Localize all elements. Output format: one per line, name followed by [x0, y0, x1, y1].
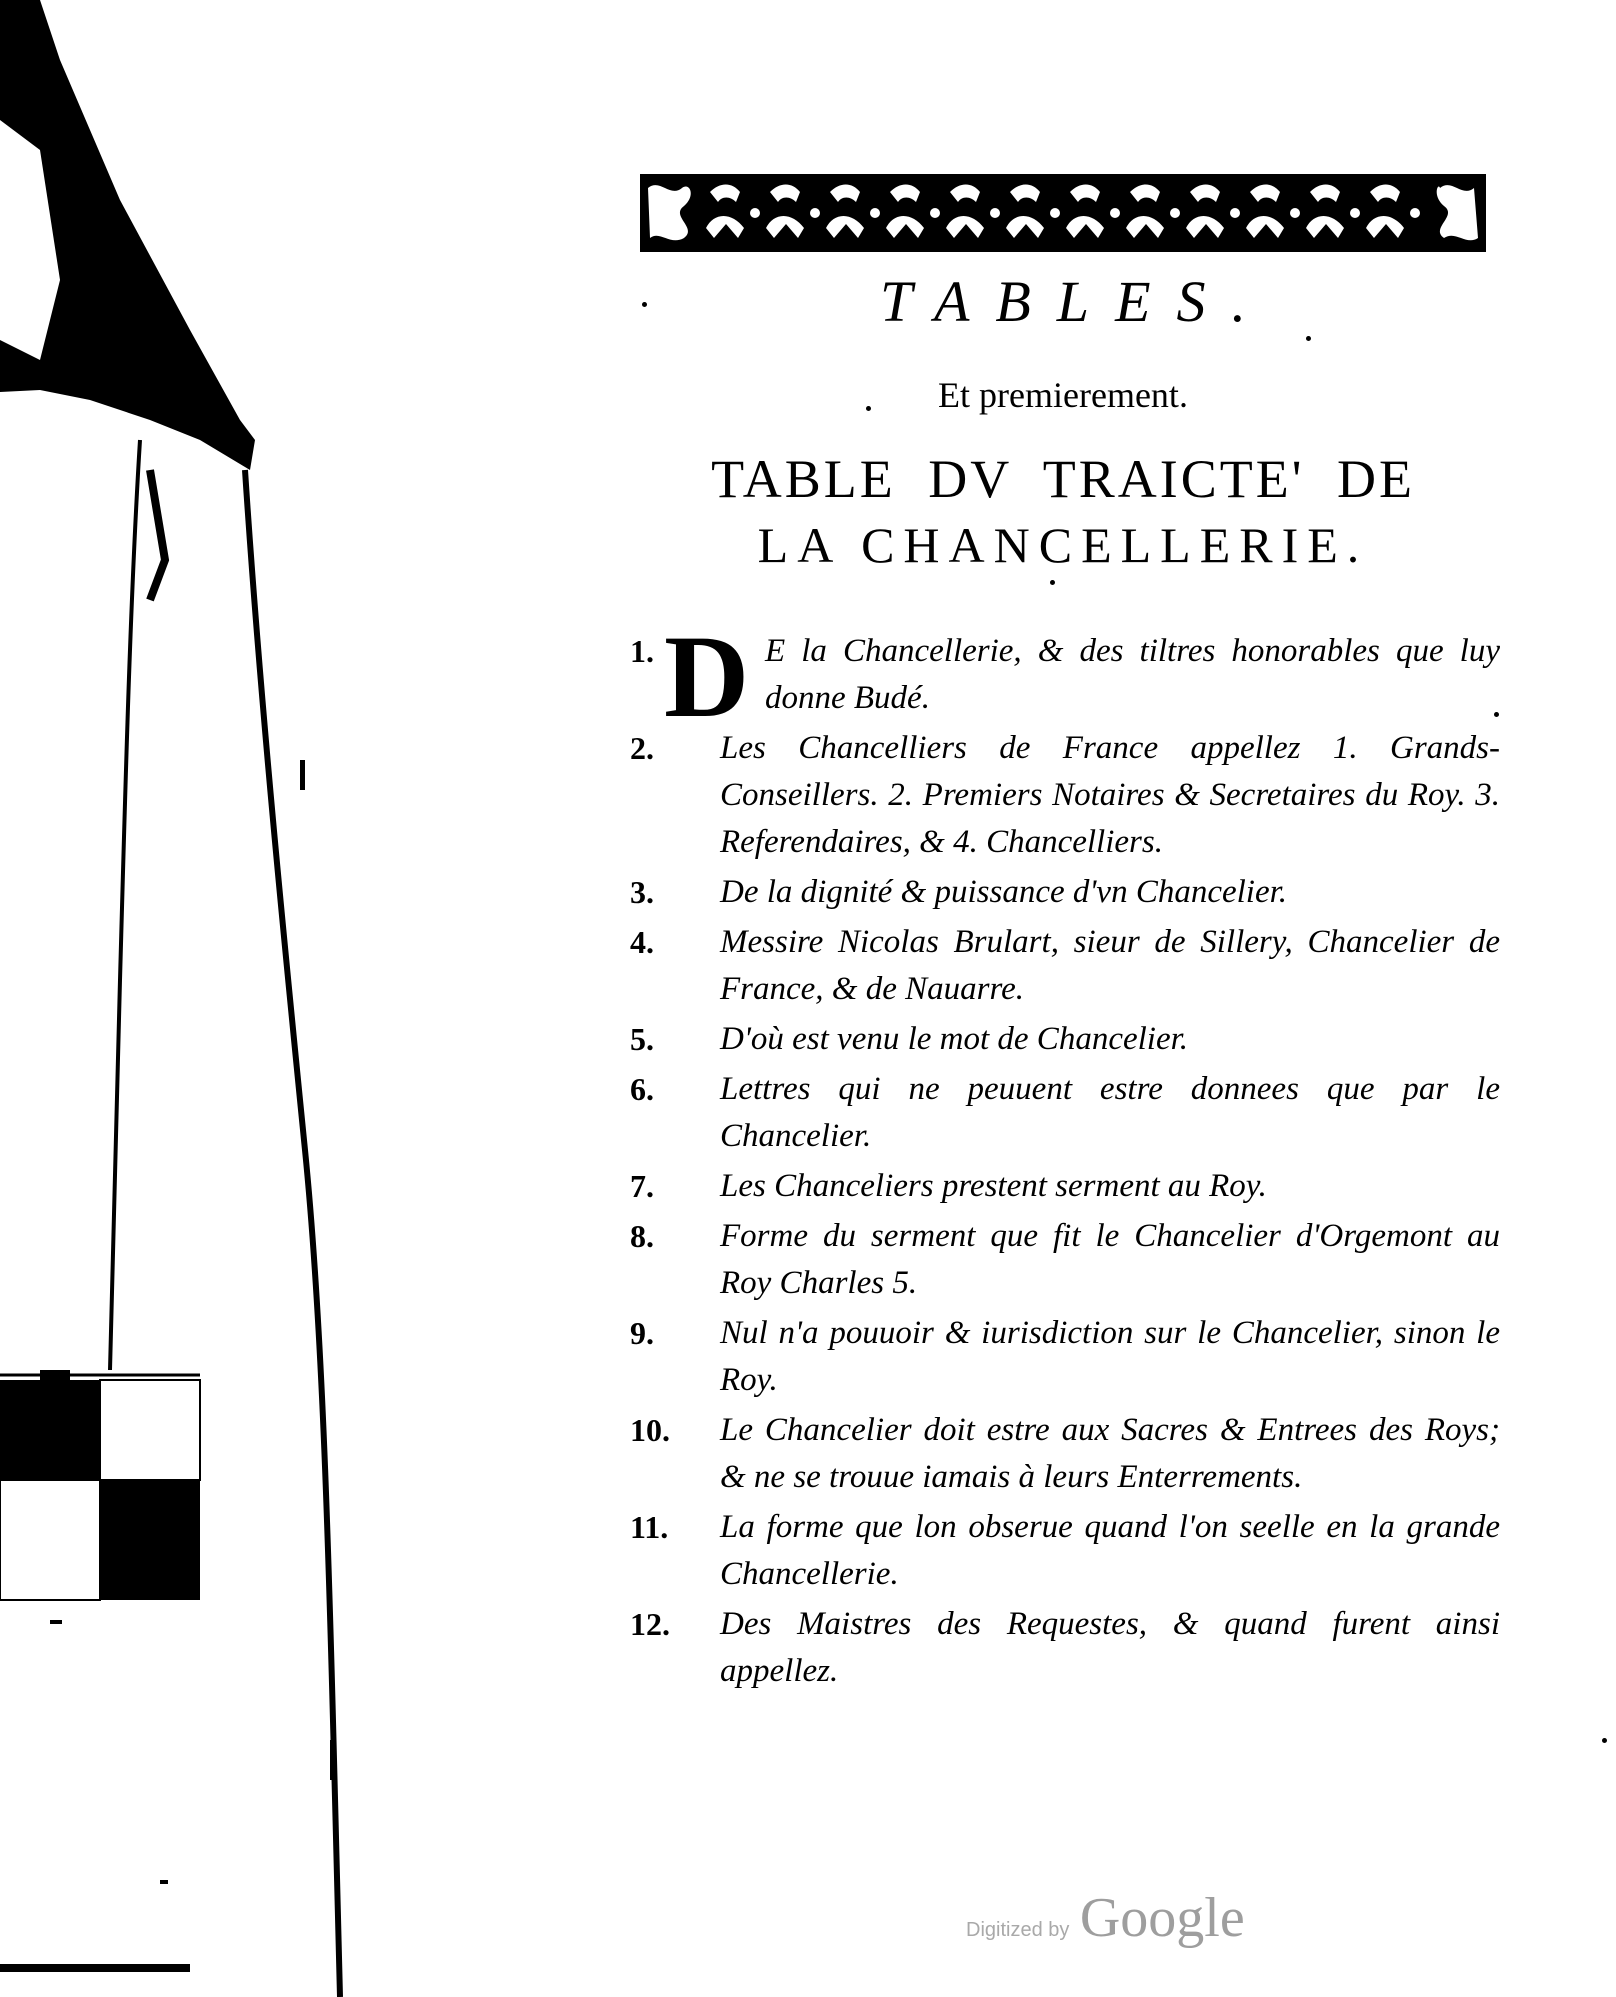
list-item — [630, 869, 1500, 916]
list-item — [630, 1504, 1500, 1598]
drop-cap: D — [664, 611, 750, 742]
list-item — [630, 1163, 1500, 1210]
entry-text: E la Chancellerie, & des tiltres honorables que luy donne Budé. — [765, 633, 1500, 716]
entry-text: Nul n'a pouuoir & iurisdiction sur le Chancelier, sinon le Roy. — [720, 1315, 1500, 1398]
table-title-line-1: TABLE DV TRAICTE' DE — [711, 449, 1415, 509]
entry-number: 9. — [630, 1315, 654, 1351]
list-item — [630, 1213, 1500, 1307]
entry-number: 1. — [630, 633, 654, 669]
entry-number: 2. — [630, 730, 654, 766]
stray-mark — [1602, 1738, 1607, 1743]
entry-text: Des Maistres des Requestes, & quand furent ainsi appellez. — [720, 1606, 1500, 1689]
entry-number: 8. — [630, 1218, 654, 1254]
entry-number: 11. — [630, 1509, 669, 1545]
scan-edge-artifact — [0, 0, 400, 1997]
list-item — [630, 1601, 1500, 1695]
entry-number: 4. — [630, 924, 654, 960]
entry-text: Les Chancelliers de France appellez 1. Grands-Conseillers. 2. Premiers Notaires & Secretaires du Roy. 3. Referendaires, & 4. Chancelliers. — [720, 730, 1500, 860]
entry-text: Les Chanceliers prestent serment au Roy. — [720, 1168, 1267, 1204]
entry-text: Le Chancelier doit estre aux Sacres & Entrees des Roys; & ne se trouue iamais à leurs Enterrements. — [720, 1412, 1500, 1495]
entry-number: 10. — [630, 1412, 670, 1448]
entry-number: 7. — [630, 1168, 654, 1204]
stray-mark — [642, 302, 647, 307]
list-item — [630, 611, 1500, 742]
entry-number: 5. — [630, 1021, 654, 1057]
stray-mark — [1306, 336, 1311, 341]
list-item — [630, 1310, 1500, 1404]
heading-tables: TABLES. — [880, 269, 1272, 334]
watermark-prefix: Digitized by — [966, 1919, 1070, 1941]
entry-text: Messire Nicolas Brulart, sieur de Sillery, Chancelier de France, & de Nauarre. — [720, 924, 1500, 1007]
entry-text: De la dignité & puissance d'vn Chancelier. — [720, 874, 1288, 910]
digitized-by-google-watermark — [966, 1886, 1245, 1949]
entry-text: D'où est venu le mot de Chancelier. — [720, 1021, 1189, 1057]
stray-mark — [1050, 580, 1055, 585]
entry-text: La forme que lon obserue quand l'on seelle en la grande Chancellerie. — [720, 1509, 1500, 1592]
entry-number: 6. — [630, 1071, 654, 1107]
table-title-line-2: LA CHANCELLERIE. — [757, 517, 1369, 573]
list-item — [630, 1407, 1500, 1501]
table-of-contents-list — [630, 611, 1500, 1698]
list-item — [630, 1016, 1500, 1063]
entry-number: 12. — [630, 1606, 670, 1642]
list-item — [630, 1066, 1500, 1160]
list-item — [630, 919, 1500, 1013]
entry-text: Forme du serment que fit le Chancelier d'Orgemont au Roy Charles 5. — [720, 1218, 1500, 1301]
list-item — [630, 725, 1500, 866]
ornament-band — [640, 168, 1486, 258]
entry-number: 3. — [630, 874, 654, 910]
google-logo: Google — [1079, 1887, 1245, 1949]
entry-text: Lettres qui ne peuuent estre donnees que par le Chancelier. — [720, 1071, 1500, 1154]
heading-subtitle: Et premierement. — [938, 375, 1188, 415]
stray-mark — [866, 406, 871, 411]
